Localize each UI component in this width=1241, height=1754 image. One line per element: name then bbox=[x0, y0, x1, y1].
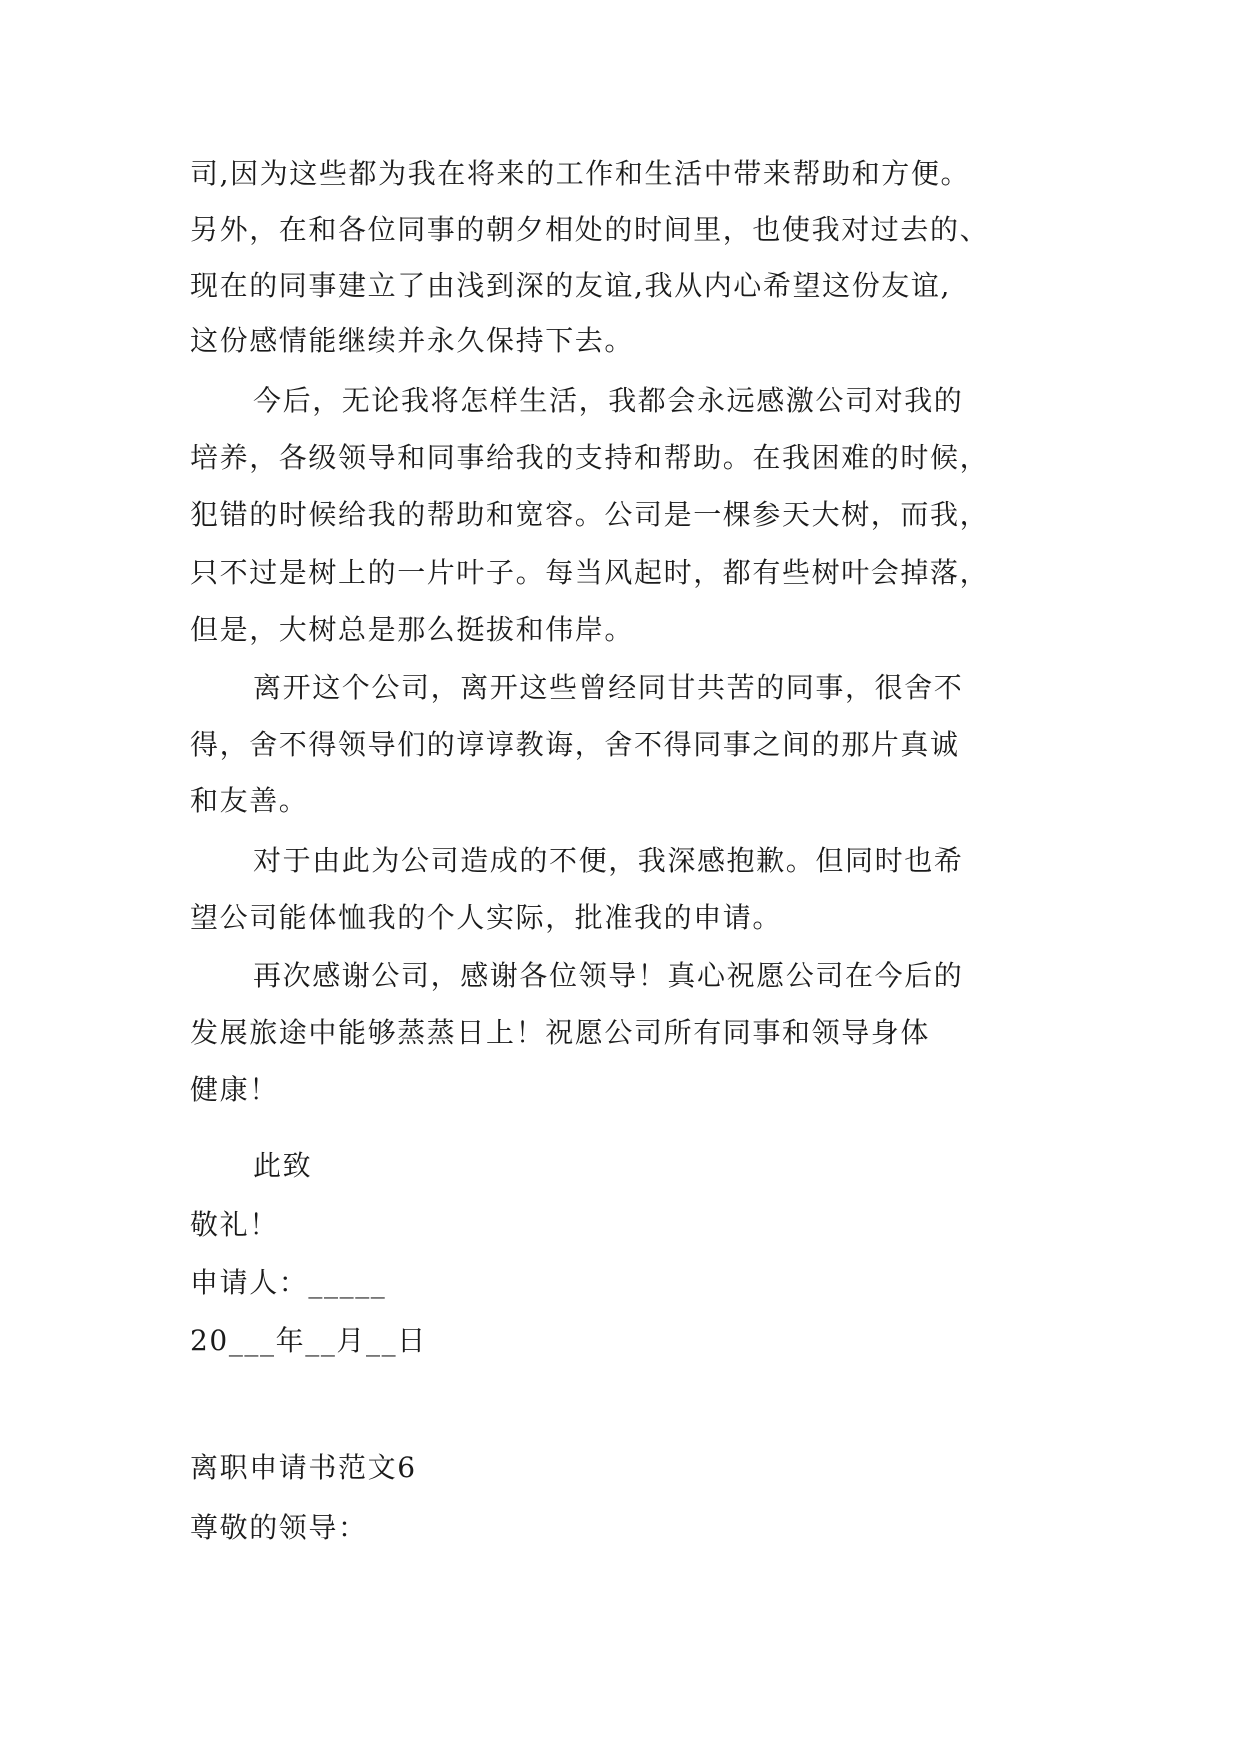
paragraph-line: 只不过是树上的一片叶子。每当风起时，都有些树叶会掉落， bbox=[190, 556, 990, 589]
paragraph-line: 得，舍不得领导们的谆谆教诲，舍不得同事之间的那片真诚 bbox=[190, 728, 960, 761]
paragraph-line: 这份感情能继续并永久保持下去。 bbox=[190, 324, 635, 357]
paragraph-line: 但是，大树总是那么挺拔和伟岸。 bbox=[190, 613, 635, 646]
paragraph-line: 发展旅途中能够蒸蒸日上！祝愿公司所有同事和领导身体 bbox=[190, 1016, 931, 1049]
paragraph-line: 望公司能体恤我的个人实际，批准我的申请。 bbox=[190, 901, 783, 934]
date-line: 20___年__月__日 bbox=[190, 1324, 427, 1357]
applicant-signature-line: 申请人：_____ bbox=[190, 1266, 387, 1299]
paragraph-line: 再次感谢公司，感谢各位领导！真心祝愿公司在今后的 bbox=[253, 959, 964, 992]
paragraph-line: 培养，各级领导和同事给我的支持和帮助。在我困难的时候， bbox=[190, 441, 990, 474]
paragraph-line: 司,因为这些都为我在将来的工作和生活中带来帮助和方便。 bbox=[190, 157, 971, 190]
closing-regards: 敬礼！ bbox=[190, 1208, 279, 1241]
paragraph-line: 犯错的时候给我的帮助和宽容。公司是一棵参天大树，而我， bbox=[190, 498, 990, 531]
closing-salutation: 此致 bbox=[253, 1149, 313, 1182]
paragraph-line: 和友善。 bbox=[190, 784, 309, 817]
greeting-line: 尊敬的领导： bbox=[190, 1511, 368, 1544]
paragraph-line: 今后，无论我将怎样生活，我都会永远感激公司对我的 bbox=[253, 384, 964, 417]
paragraph-line: 另外，在和各位同事的朝夕相处的时间里，也使我对过去的、 bbox=[190, 213, 990, 246]
paragraph-line: 健康！ bbox=[190, 1073, 279, 1106]
paragraph-line: 离开这个公司，离开这些曾经同甘共苦的同事，很舍不 bbox=[253, 671, 964, 704]
section-title: 离职申请书范文6 bbox=[190, 1451, 417, 1484]
paragraph-line: 现在的同事建立了由浅到深的友谊,我从内心希望这份友谊, bbox=[190, 269, 952, 302]
paragraph-line: 对于由此为公司造成的不便，我深感抱歉。但同时也希 bbox=[253, 844, 964, 877]
